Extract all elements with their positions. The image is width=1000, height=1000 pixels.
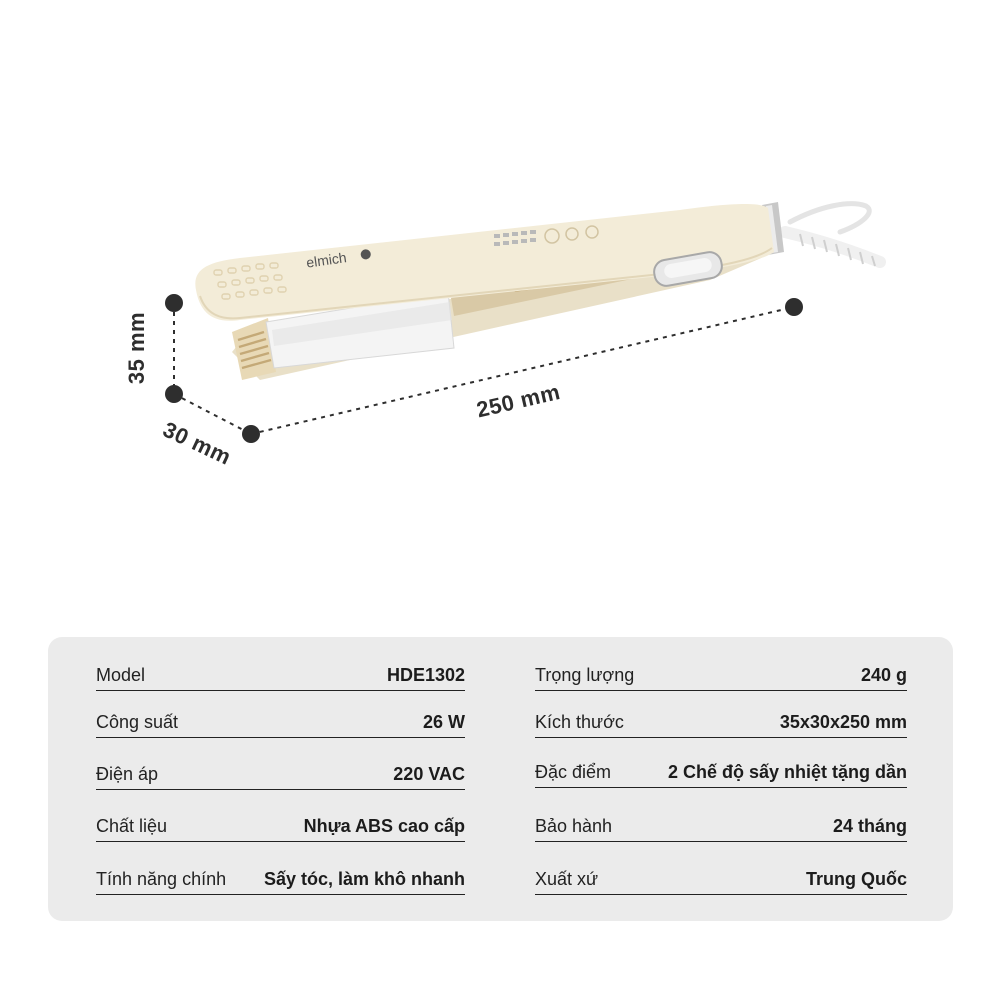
spec-label: Đặc điểm bbox=[535, 762, 612, 782]
spec-value: 2 Chế độ sấy nhiệt tặng dần bbox=[667, 762, 907, 782]
spec-label: Chất liệu bbox=[96, 816, 168, 836]
spec-row-voltage bbox=[96, 756, 465, 790]
spec-row-main-features bbox=[96, 861, 465, 895]
spec-row-size bbox=[535, 704, 907, 738]
specifications-left-column bbox=[96, 655, 465, 895]
spec-label: Điện áp bbox=[96, 764, 159, 784]
spec-row-warranty bbox=[535, 808, 907, 842]
length-dimension-label: 250 mm bbox=[474, 378, 563, 423]
spec-row-power bbox=[96, 704, 465, 738]
spec-row-model bbox=[96, 655, 465, 691]
spec-value: Trung Quốc bbox=[806, 869, 907, 889]
spec-label: Xuất xứ bbox=[535, 869, 599, 889]
spec-label: Tính năng chính bbox=[96, 869, 227, 889]
spec-value: 24 tháng bbox=[832, 816, 907, 836]
spec-label: Model bbox=[96, 665, 146, 685]
spec-row-characteristics bbox=[535, 754, 907, 788]
spec-label: Công suất bbox=[96, 712, 179, 732]
spec-value: 26 W bbox=[422, 712, 465, 732]
depth-dimension-label: 30 mm bbox=[159, 416, 236, 470]
spec-row-material bbox=[96, 808, 465, 842]
hair-straightener-image bbox=[195, 202, 880, 380]
spec-row-weight bbox=[535, 655, 907, 691]
spec-value: Nhựa ABS cao cấp bbox=[303, 816, 465, 836]
spec-label: Bảo hành bbox=[535, 816, 613, 836]
dimension-point-end bbox=[785, 298, 803, 316]
spec-value: 220 VAC bbox=[393, 764, 465, 784]
spec-label: Kích thước bbox=[535, 712, 624, 732]
brand-logo: elmich bbox=[305, 249, 348, 271]
height-dimension-label: 35 mm bbox=[124, 311, 149, 385]
spec-value: HDE1302 bbox=[386, 665, 465, 685]
spec-label: Trọng lượng bbox=[535, 665, 635, 685]
dimension-point-bottom bbox=[165, 385, 183, 403]
spec-value: 35x30x250 mm bbox=[779, 712, 907, 732]
specifications-right-column bbox=[535, 655, 907, 895]
dimension-point-front bbox=[242, 425, 260, 443]
spec-value: Sấy tóc, làm khô nhanh bbox=[263, 869, 465, 889]
spec-value: 240 g bbox=[860, 665, 907, 685]
dimension-point-top bbox=[165, 294, 183, 312]
spec-row-origin bbox=[535, 861, 907, 895]
specifications-card bbox=[48, 637, 953, 921]
